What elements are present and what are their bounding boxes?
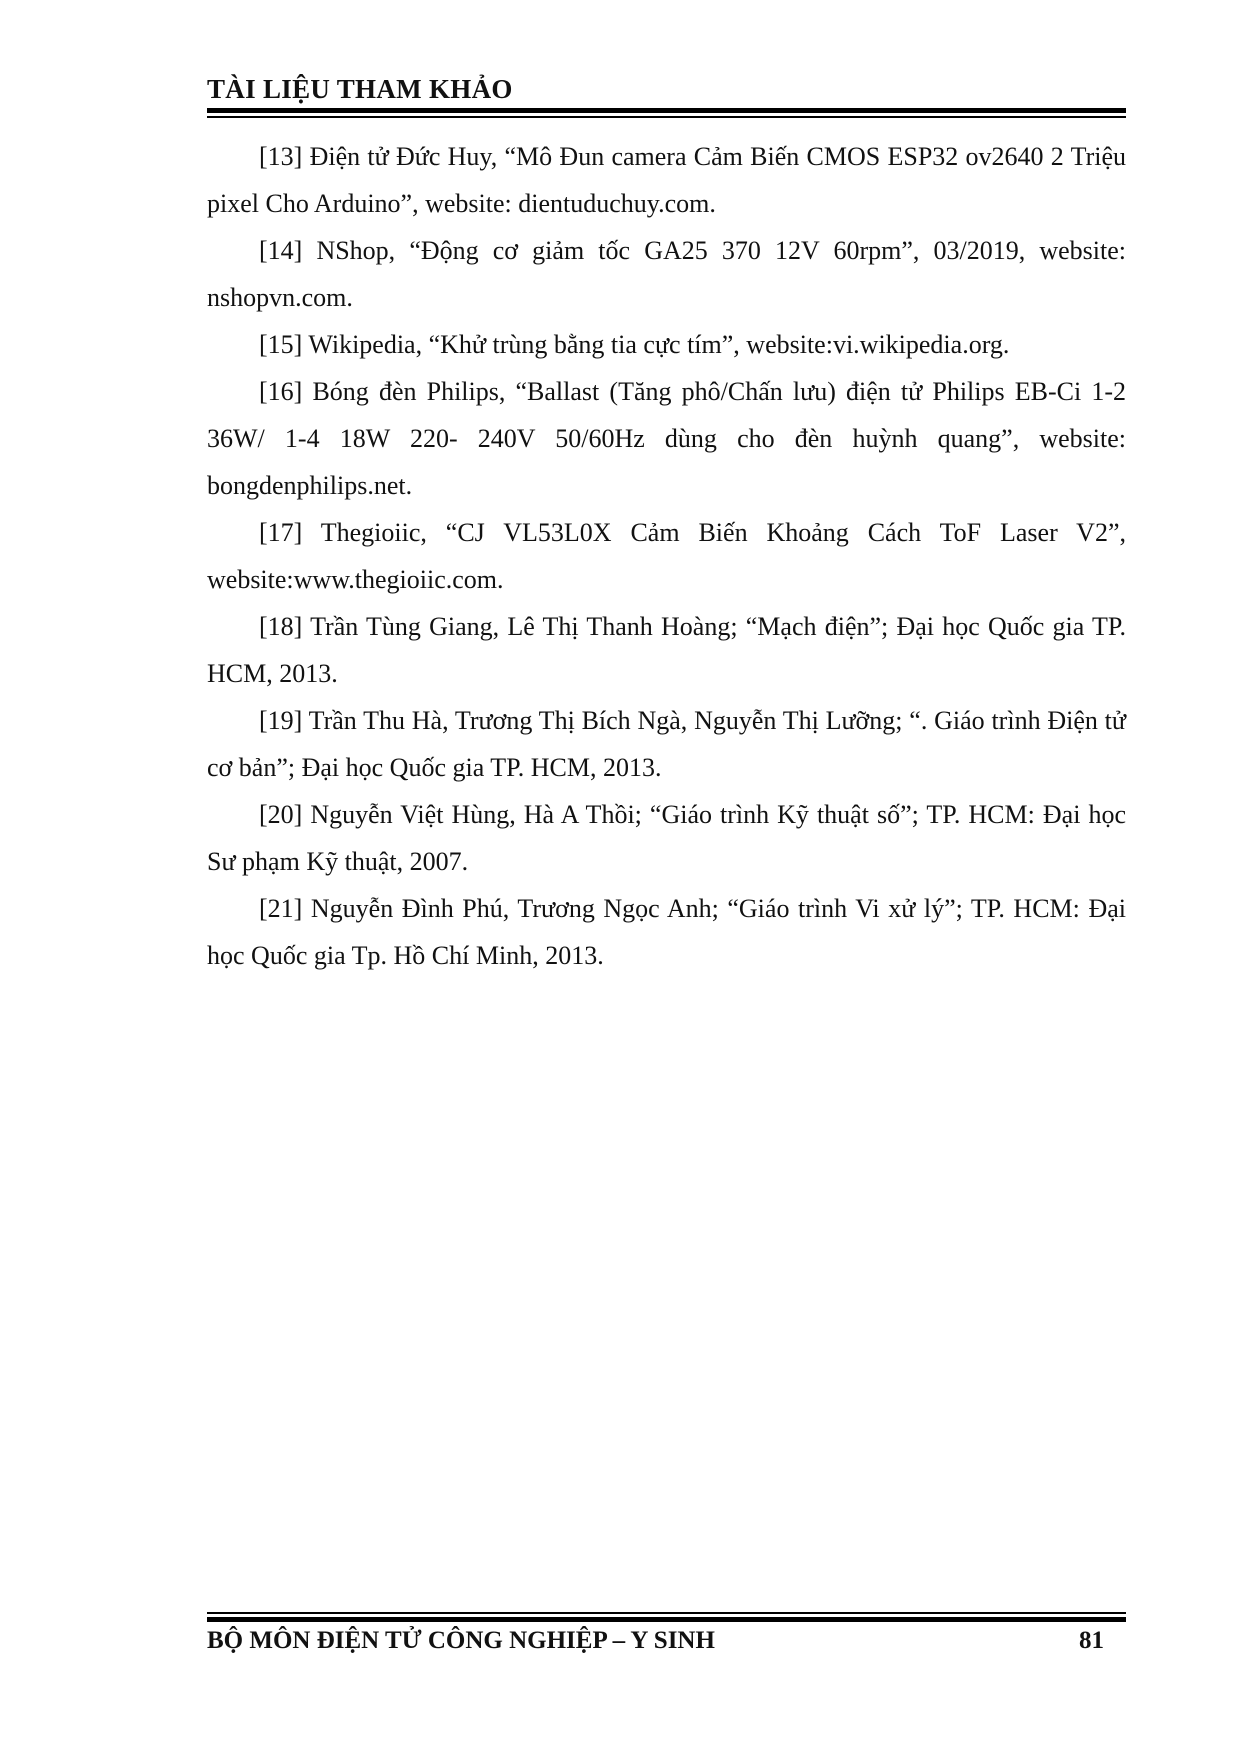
reference-item: [17] Thegioiic, “CJ VL53L0X Cảm Biến Khoảng Cách ToF Laser V2”, website:www.thegioiic.com. [207,518,1126,594]
reference-item: [20] Nguyễn Việt Hùng, Hà A Thồi; “Giáo trình Kỹ thuật số”; TP. HCM: Đại học Sư phạm Kỹ thuật, 2007. [207,800,1126,876]
reference-list [207,133,1126,979]
reference-item: [18] Trần Tùng Giang, Lê Thị Thanh Hoàng; “Mạch điện”; Đại học Quốc gia TP. HCM, 2013. [207,612,1126,688]
footer-rule-thick [207,1617,1126,1622]
page-number: 81 [1079,1627,1104,1654]
reference-item: [16] Bóng đèn Philips, “Ballast (Tăng phô/Chấn lưu) điện tử Philips EB-Ci 1-2 36W/ 1-4 18W 220- 240V 50/60Hz dùng cho đèn huỳnh quang”, website: bongdenphilips.net. [207,377,1126,500]
reference-item: [14] NShop, “Động cơ giảm tốc GA25 370 12V 60rpm”, 03/2019, website: nshopvn.com. [207,236,1126,312]
reference-item: [21] Nguyễn Đình Phú, Trương Ngọc Anh; “Giáo trình Vi xử lý”; TP. HCM: Đại học Quốc gia Tp. Hồ Chí Minh, 2013. [207,894,1126,970]
page-title: TÀI LIỆU THAM KHẢO [207,74,513,104]
footer-rule-thin [207,1612,1126,1614]
department-name: BỘ MÔN ĐIỆN TỬ CÔNG NGHIỆP – Y SINH [207,1627,715,1654]
reference-item: [19] Trần Thu Hà, Trương Thị Bích Ngà, Nguyễn Thị Lưỡng; “. Giáo trình Điện tử cơ bản”; Đại học Quốc gia TP. HCM, 2013. [207,706,1126,782]
header-rule-thin [207,116,1126,118]
reference-item: [13] Điện tử Đức Huy, “Mô Đun camera Cảm Biến CMOS ESP32 ov2640 2 Triệu pixel Cho Arduino”, website: dientuduchuy.com. [207,142,1126,218]
header-rule-thick [207,108,1126,113]
reference-item: [15] Wikipedia, “Khử trùng bằng tia cực tím”, website:vi.wikipedia.org. [259,330,1010,359]
